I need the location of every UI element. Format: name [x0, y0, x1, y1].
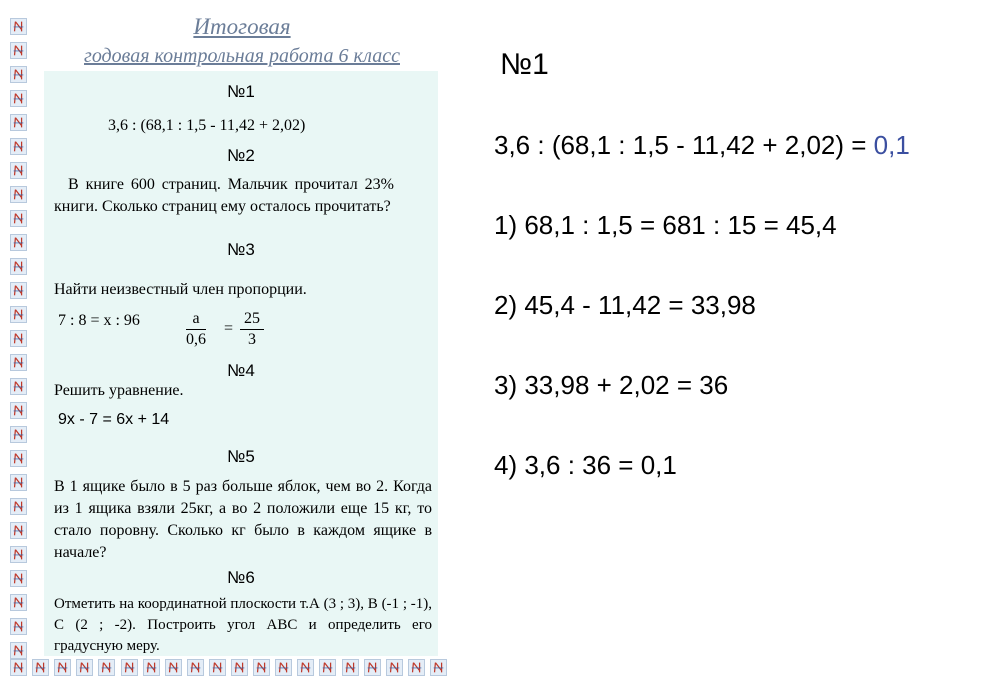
decorative-tile-icon — [297, 659, 314, 676]
decorative-tile-icon — [10, 330, 27, 347]
decorative-tile-icon — [10, 498, 27, 515]
task4-label: №4 — [227, 361, 255, 380]
decorative-tile-icon — [364, 659, 381, 676]
decorative-tile-icon — [32, 659, 49, 676]
task3-proportion: 7 : 8 = x : 96 — [58, 312, 140, 329]
decorative-tile-icon — [10, 210, 27, 227]
decorative-tile-icon — [10, 66, 27, 83]
decorative-tile-icon — [10, 258, 27, 275]
decorative-tile-icon — [10, 234, 27, 251]
decorative-tile-icon — [10, 138, 27, 155]
decorative-tile-icon — [10, 354, 27, 371]
task5-text: В 1 ящике было в 5 раз больше яблок, чем во 2. Когда из 1 ящика взяли 25кг, а во 2 положили еще 15 кг, то стало поровну. Сколько кг было в каждом ящике в начале? — [54, 478, 432, 561]
solution-expression-line — [494, 130, 910, 161]
decorative-tile-icon — [187, 659, 204, 676]
decorative-tile-icon — [10, 594, 27, 611]
decorative-tile-icon — [165, 659, 182, 676]
decorative-tile-icon — [10, 474, 27, 491]
fraction-numerator: 25 — [240, 309, 264, 330]
solution-answer: 0,1 — [873, 130, 910, 160]
fraction-numerator: a — [186, 309, 206, 330]
solution-step-1: 1) 68,1 : 1,5 = 681 : 15 = 45,4 — [494, 210, 837, 240]
decorative-tile-icon — [98, 659, 115, 676]
task3-text: Найти неизвестный член пропорции. — [54, 281, 307, 298]
decorative-tile-icon — [10, 642, 27, 659]
task2-text: В книге 600 страниц. Мальчик прочитал 23% книги. Сколько страниц ему осталось прочитать? — [54, 176, 394, 215]
decorative-tile-icon — [121, 659, 138, 676]
decorative-tile-icon — [10, 186, 27, 203]
fraction-denominator: 0,6 — [186, 331, 206, 348]
task1-label: №1 — [227, 82, 255, 101]
decorative-tile-icon — [10, 114, 27, 131]
decorative-tile-icon — [275, 659, 292, 676]
solution-heading: №1 — [500, 48, 549, 81]
decorative-tile-icon — [10, 570, 27, 587]
decorative-tile-icon — [10, 402, 27, 419]
decorative-tile-icon — [10, 618, 27, 635]
task3-fraction-a — [186, 309, 206, 350]
decorative-tile-icon — [386, 659, 403, 676]
decorative-tile-icon — [253, 659, 270, 676]
decorative-tile-icon — [10, 659, 27, 676]
decorative-tile-icon — [10, 162, 27, 179]
fraction-denominator: 3 — [248, 331, 256, 348]
solution-step-4: 4) 3,6 : 36 = 0,1 — [494, 450, 677, 480]
decorative-tile-icon — [430, 659, 447, 676]
decorative-tile-icon — [10, 546, 27, 563]
decorative-tile-icon — [10, 90, 27, 107]
decorative-tile-icon — [209, 659, 226, 676]
decorative-tile-icon — [10, 426, 27, 443]
task2-label: №2 — [227, 146, 255, 165]
task4-equation: 9x - 7 = 6x + 14 — [58, 411, 170, 428]
solution-expression: 3,6 : (68,1 : 1,5 - 11,42 + 2,02) = — [494, 130, 874, 160]
decorative-tile-icon — [10, 42, 27, 59]
task3-equals: = — [224, 320, 234, 337]
decorative-tile-icon — [10, 450, 27, 467]
decorative-tile-icon — [10, 306, 27, 323]
task3-label: №3 — [227, 240, 255, 259]
decorative-tile-icon — [10, 18, 27, 35]
decorative-tile-icon — [54, 659, 71, 676]
task6-text: Отметить на координатной плоскости т.А (3 ; 3), В (-1 ; -1), С (2 ; -2). Построить угол АВС и определить его градусную меру. — [54, 596, 432, 654]
task5-label: №5 — [227, 447, 255, 466]
worksheet-title: Итоговая — [193, 14, 291, 39]
decorative-tile-icon — [143, 659, 160, 676]
solution-step-2: 2) 45,4 - 11,42 = 33,98 — [494, 290, 756, 320]
decorative-tile-icon — [10, 378, 27, 395]
decorative-tile-icon — [10, 282, 27, 299]
decorative-tile-icon — [319, 659, 336, 676]
worksheet-subtitle: годовая контрольная работа 6 класс — [84, 45, 400, 67]
task4-text: Решить уравнение. — [54, 382, 184, 399]
decorative-tile-icon — [231, 659, 248, 676]
decorative-tile-icon — [10, 522, 27, 539]
decorative-tile-icon — [76, 659, 93, 676]
decorative-tile-icon — [408, 659, 425, 676]
decorative-tile-icon — [342, 659, 359, 676]
task6-label: №6 — [227, 568, 255, 587]
task3-fraction-b — [240, 309, 264, 350]
solution-step-3: 3) 33,98 + 2,02 = 36 — [494, 370, 729, 400]
task1-expression: 3,6 : (68,1 : 1,5 - 11,42 + 2,02) — [108, 117, 306, 134]
